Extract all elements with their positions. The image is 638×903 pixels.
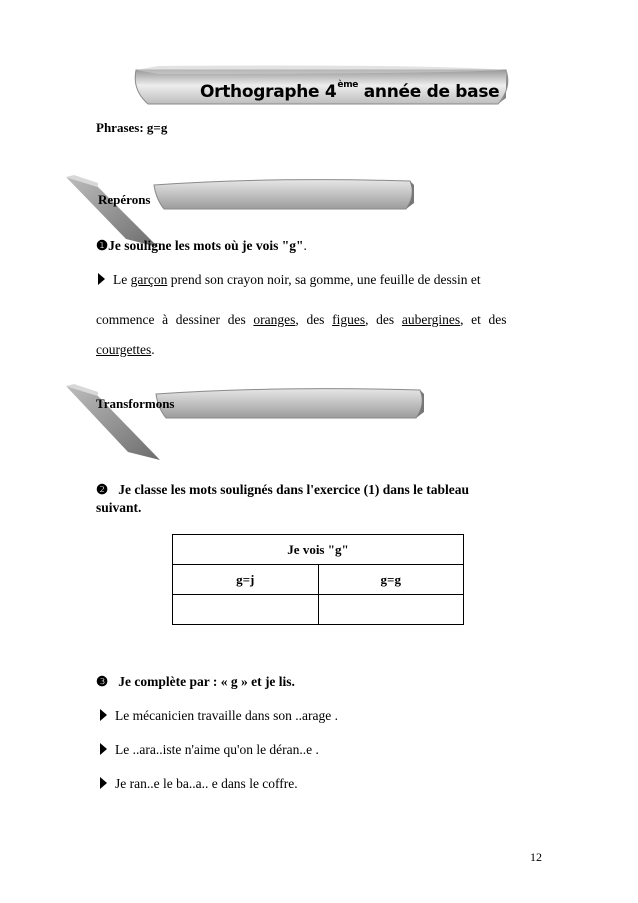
page-number: 12 <box>530 850 542 864</box>
table-cell-empty[interactable] <box>318 595 464 625</box>
transformons-banner <box>66 372 428 462</box>
exercise2-instruction-line2: suivant. <box>96 500 142 515</box>
page-title: Orthographe 4ème année de base <box>200 80 500 102</box>
word-aubergines: aubergines <box>401 312 461 327</box>
section-reperons: Repérons <box>98 192 151 207</box>
table-col-gj: g=j <box>173 565 319 595</box>
exercise1-marker: ❶ <box>96 238 109 253</box>
word-garcon: garçon <box>130 272 168 287</box>
arrow-right-icon <box>100 709 107 721</box>
exercise3-item: Le ..ara..iste n'aime qu'on le déran..e . <box>100 742 319 758</box>
exercise3-instruction: ❸ Je complète par : « g » et je lis. <box>96 674 295 689</box>
table-cell-empty[interactable] <box>173 595 319 625</box>
arrow-right-icon <box>100 777 107 789</box>
exercise2-instruction-line1: ❷ Je classe les mots soulignés dans l'exercice (1) dans le tableau <box>96 482 469 497</box>
table-header-row <box>173 535 464 565</box>
exercise1-line3: courgettes. <box>96 342 155 357</box>
sort-table <box>172 534 464 625</box>
exercise3-item: Je ran..e le ba..a.. e dans le coffre. <box>100 776 298 792</box>
title-superscript: ème <box>337 80 359 90</box>
exercise3-item: Le mécanicien travaille dans son ..arage . <box>100 708 338 724</box>
table-row <box>173 565 464 595</box>
table-header: Je vois "g" <box>173 535 464 565</box>
word-courgettes: courgettes <box>96 342 152 357</box>
exercise1-line2: commence à dessiner des oranges, des figues, des aubergines, et des <box>96 312 507 327</box>
exercise2-marker: ❷ <box>96 482 109 497</box>
word-oranges: oranges <box>253 312 296 327</box>
arrow-right-icon <box>98 273 105 285</box>
subtitle: Phrases: g=g <box>96 120 168 135</box>
section-transformons: Transformons <box>96 396 175 411</box>
table-col-gg: g=g <box>318 565 464 595</box>
exercise1-line1: Le garçon prend son crayon noir, sa gomme, une feuille de dessin et <box>98 272 544 288</box>
table-row <box>173 595 464 625</box>
arrow-right-icon <box>100 743 107 755</box>
exercise3-marker: ❸ <box>96 674 109 689</box>
word-figues: figues <box>332 312 366 327</box>
exercise1-instruction: ❶Je souligne les mots où je vois "g". <box>96 238 307 253</box>
